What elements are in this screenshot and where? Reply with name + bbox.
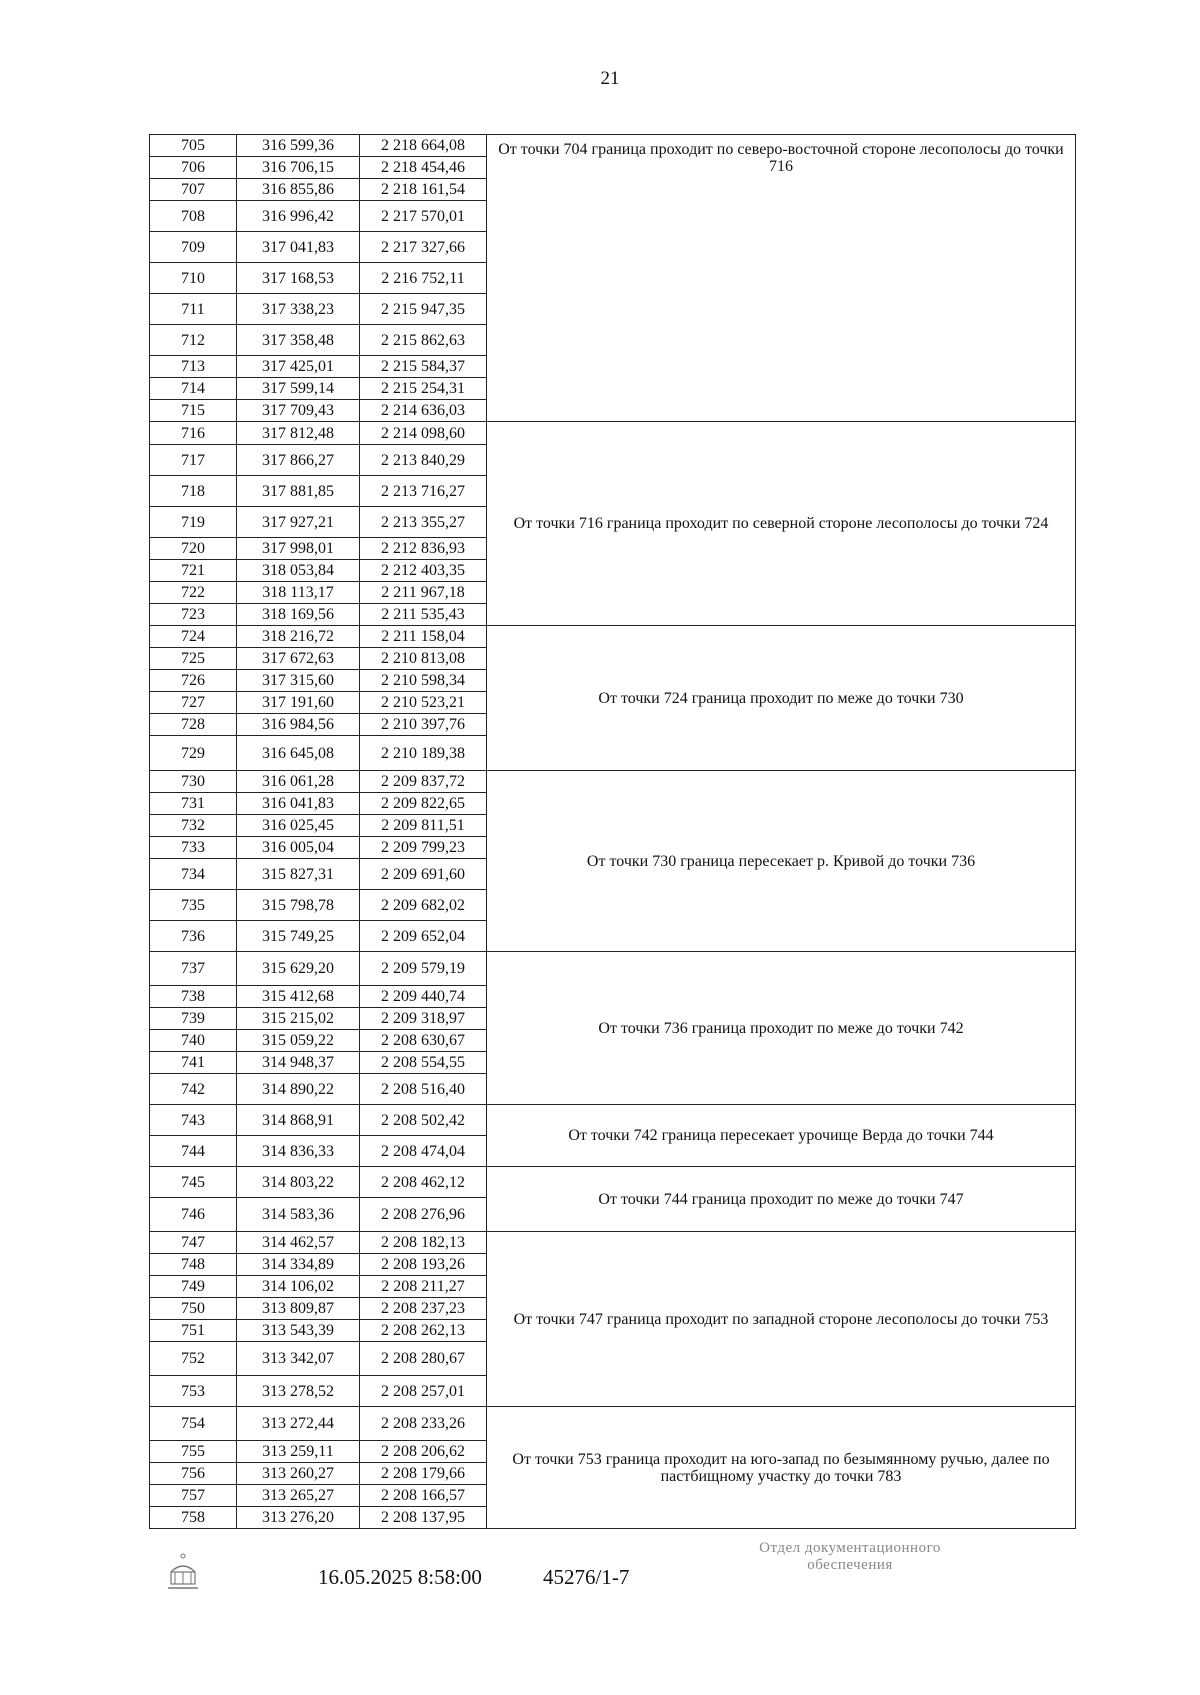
x-coordinate-cell: 316 041,83 — [237, 793, 360, 815]
x-coordinate-cell: 314 803,22 — [237, 1167, 360, 1198]
y-coordinate-cell: 2 218 454,46 — [360, 157, 487, 179]
x-coordinate-cell: 316 005,04 — [237, 837, 360, 859]
boundary-description-cell: От точки 716 граница проходит по северной стороне лесополосы до точки 724 — [487, 422, 1076, 626]
x-coordinate-cell: 317 338,23 — [237, 294, 360, 325]
point-number-cell: 729 — [150, 736, 237, 771]
y-coordinate-cell: 2 215 584,37 — [360, 356, 487, 378]
x-coordinate-cell: 313 272,44 — [237, 1407, 360, 1441]
x-coordinate-cell: 315 629,20 — [237, 952, 360, 986]
y-coordinate-cell: 2 217 327,66 — [360, 232, 487, 263]
y-coordinate-cell: 2 215 254,31 — [360, 378, 487, 400]
y-coordinate-cell: 2 210 189,38 — [360, 736, 487, 771]
department-stamp — [700, 1540, 1000, 1574]
y-coordinate-cell: 2 209 799,23 — [360, 837, 487, 859]
point-number-cell: 716 — [150, 422, 237, 445]
x-coordinate-cell: 317 927,21 — [237, 507, 360, 538]
point-number-cell: 758 — [150, 1507, 237, 1529]
point-number-cell: 741 — [150, 1052, 237, 1074]
point-number-cell: 720 — [150, 538, 237, 560]
y-coordinate-cell: 2 211 535,43 — [360, 604, 487, 626]
point-number-cell: 714 — [150, 378, 237, 400]
coordinates-table-body — [150, 135, 1076, 1529]
point-number-cell: 757 — [150, 1485, 237, 1507]
point-number-cell: 744 — [150, 1136, 237, 1167]
point-number-cell: 751 — [150, 1320, 237, 1342]
y-coordinate-cell: 2 208 462,12 — [360, 1167, 487, 1198]
point-number-cell: 743 — [150, 1105, 237, 1136]
point-number-cell: 723 — [150, 604, 237, 626]
y-coordinate-cell: 2 210 598,34 — [360, 670, 487, 692]
x-coordinate-cell: 317 599,14 — [237, 378, 360, 400]
x-coordinate-cell: 314 334,89 — [237, 1254, 360, 1276]
point-number-cell: 711 — [150, 294, 237, 325]
y-coordinate-cell: 2 213 716,27 — [360, 476, 487, 507]
x-coordinate-cell: 316 025,45 — [237, 815, 360, 837]
point-number-cell: 705 — [150, 135, 237, 157]
point-number-cell: 722 — [150, 582, 237, 604]
table-row — [150, 1167, 1076, 1198]
y-coordinate-cell: 2 208 182,13 — [360, 1232, 487, 1254]
x-coordinate-cell: 315 059,22 — [237, 1030, 360, 1052]
y-coordinate-cell: 2 218 161,54 — [360, 179, 487, 201]
boundary-description-cell: От точки 744 граница проходит по меже до точки 747 — [487, 1167, 1076, 1232]
x-coordinate-cell: 313 543,39 — [237, 1320, 360, 1342]
x-coordinate-cell: 317 866,27 — [237, 445, 360, 476]
point-number-cell: 748 — [150, 1254, 237, 1276]
x-coordinate-cell: 314 868,91 — [237, 1105, 360, 1136]
x-coordinate-cell: 317 168,53 — [237, 263, 360, 294]
y-coordinate-cell: 2 209 440,74 — [360, 986, 487, 1008]
x-coordinate-cell: 314 890,22 — [237, 1074, 360, 1105]
boundary-description-cell: От точки 742 граница пересекает урочище Верда до точки 744 — [487, 1105, 1076, 1167]
x-coordinate-cell: 313 260,27 — [237, 1463, 360, 1485]
x-coordinate-cell: 318 216,72 — [237, 626, 360, 648]
boundary-description-cell: От точки 704 граница проходит по северо-восточной стороне лесополосы до точки 716 — [487, 135, 1076, 422]
table-row — [150, 1232, 1076, 1254]
x-coordinate-cell: 314 948,37 — [237, 1052, 360, 1074]
point-number-cell: 750 — [150, 1298, 237, 1320]
x-coordinate-cell: 314 583,36 — [237, 1198, 360, 1232]
y-coordinate-cell: 2 218 664,08 — [360, 135, 487, 157]
y-coordinate-cell: 2 208 233,26 — [360, 1407, 487, 1441]
boundary-description-cell: От точки 736 граница проходит по меже до точки 742 — [487, 952, 1076, 1105]
boundary-description-cell: От точки 747 граница проходит по западной стороне лесополосы до точки 753 — [487, 1232, 1076, 1407]
y-coordinate-cell: 2 212 403,35 — [360, 560, 487, 582]
y-coordinate-cell: 2 208 474,04 — [360, 1136, 487, 1167]
x-coordinate-cell: 315 215,02 — [237, 1008, 360, 1030]
point-number-cell: 730 — [150, 771, 237, 793]
y-coordinate-cell: 2 208 206,62 — [360, 1441, 487, 1463]
department-line-2: обеспечения — [807, 1557, 893, 1573]
x-coordinate-cell: 313 276,20 — [237, 1507, 360, 1529]
x-coordinate-cell: 318 053,84 — [237, 560, 360, 582]
x-coordinate-cell: 316 996,42 — [237, 201, 360, 232]
x-coordinate-cell: 317 425,01 — [237, 356, 360, 378]
x-coordinate-cell: 318 113,17 — [237, 582, 360, 604]
point-number-cell: 739 — [150, 1008, 237, 1030]
point-number-cell: 715 — [150, 400, 237, 422]
point-number-cell: 717 — [150, 445, 237, 476]
y-coordinate-cell: 2 208 276,96 — [360, 1198, 487, 1232]
table-row — [150, 1407, 1076, 1441]
boundary-description-cell: От точки 724 граница проходит по меже до точки 730 — [487, 626, 1076, 771]
y-coordinate-cell: 2 211 158,04 — [360, 626, 487, 648]
x-coordinate-cell: 316 706,15 — [237, 157, 360, 179]
y-coordinate-cell: 2 208 137,95 — [360, 1507, 487, 1529]
point-number-cell: 742 — [150, 1074, 237, 1105]
table-row — [150, 135, 1076, 157]
coordinates-table — [149, 134, 1076, 1529]
y-coordinate-cell: 2 211 967,18 — [360, 582, 487, 604]
point-number-cell: 706 — [150, 157, 237, 179]
y-coordinate-cell: 2 210 397,76 — [360, 714, 487, 736]
point-number-cell: 726 — [150, 670, 237, 692]
table-row — [150, 422, 1076, 445]
x-coordinate-cell: 315 827,31 — [237, 859, 360, 890]
y-coordinate-cell: 2 208 179,66 — [360, 1463, 487, 1485]
boundary-description-cell: От точки 753 граница проходит на юго-запад по безымянному ручью, далее по пастбищному участку до точки 783 — [487, 1407, 1076, 1529]
x-coordinate-cell: 318 169,56 — [237, 604, 360, 626]
point-number-cell: 734 — [150, 859, 237, 890]
y-coordinate-cell: 2 208 166,57 — [360, 1485, 487, 1507]
table-row — [150, 1105, 1076, 1136]
point-number-cell: 712 — [150, 325, 237, 356]
table-row — [150, 626, 1076, 648]
y-coordinate-cell: 2 208 211,27 — [360, 1276, 487, 1298]
point-number-cell: 735 — [150, 890, 237, 921]
boundary-description-cell: От точки 730 граница пересекает р. Кривой до точки 736 — [487, 771, 1076, 952]
y-coordinate-cell: 2 213 355,27 — [360, 507, 487, 538]
x-coordinate-cell: 316 645,08 — [237, 736, 360, 771]
point-number-cell: 727 — [150, 692, 237, 714]
point-number-cell: 752 — [150, 1342, 237, 1376]
y-coordinate-cell: 2 217 570,01 — [360, 201, 487, 232]
point-number-cell: 736 — [150, 921, 237, 952]
point-number-cell: 719 — [150, 507, 237, 538]
y-coordinate-cell: 2 209 579,19 — [360, 952, 487, 986]
y-coordinate-cell: 2 215 862,63 — [360, 325, 487, 356]
x-coordinate-cell: 317 358,48 — [237, 325, 360, 356]
x-coordinate-cell: 317 709,43 — [237, 400, 360, 422]
x-coordinate-cell: 316 855,86 — [237, 179, 360, 201]
x-coordinate-cell: 317 881,85 — [237, 476, 360, 507]
point-number-cell: 733 — [150, 837, 237, 859]
point-number-cell: 747 — [150, 1232, 237, 1254]
y-coordinate-cell: 2 209 822,65 — [360, 793, 487, 815]
point-number-cell: 749 — [150, 1276, 237, 1298]
point-number-cell: 746 — [150, 1198, 237, 1232]
page-number: 21 — [600, 68, 620, 89]
y-coordinate-cell: 2 214 636,03 — [360, 400, 487, 422]
point-number-cell: 738 — [150, 986, 237, 1008]
x-coordinate-cell: 314 106,02 — [237, 1276, 360, 1298]
y-coordinate-cell: 2 209 682,02 — [360, 890, 487, 921]
y-coordinate-cell: 2 208 257,01 — [360, 1376, 487, 1407]
x-coordinate-cell: 313 265,27 — [237, 1485, 360, 1507]
y-coordinate-cell: 2 208 516,40 — [360, 1074, 487, 1105]
x-coordinate-cell: 317 041,83 — [237, 232, 360, 263]
y-coordinate-cell: 2 208 630,67 — [360, 1030, 487, 1052]
department-line-1: Отдел документационного — [759, 1540, 941, 1556]
y-coordinate-cell: 2 209 318,97 — [360, 1008, 487, 1030]
point-number-cell: 709 — [150, 232, 237, 263]
point-number-cell: 737 — [150, 952, 237, 986]
x-coordinate-cell: 315 798,78 — [237, 890, 360, 921]
y-coordinate-cell: 2 216 752,11 — [360, 263, 487, 294]
footer-date: 16.05.2025 8:58:00 — [318, 1565, 482, 1589]
y-coordinate-cell: 2 213 840,29 — [360, 445, 487, 476]
point-number-cell: 731 — [150, 793, 237, 815]
y-coordinate-cell: 2 209 691,60 — [360, 859, 487, 890]
y-coordinate-cell: 2 215 947,35 — [360, 294, 487, 325]
y-coordinate-cell: 2 208 280,67 — [360, 1342, 487, 1376]
point-number-cell: 732 — [150, 815, 237, 837]
point-number-cell: 710 — [150, 263, 237, 294]
point-number-cell: 724 — [150, 626, 237, 648]
x-coordinate-cell: 314 836,33 — [237, 1136, 360, 1167]
x-coordinate-cell: 317 315,60 — [237, 670, 360, 692]
x-coordinate-cell: 317 672,63 — [237, 648, 360, 670]
x-coordinate-cell: 313 809,87 — [237, 1298, 360, 1320]
point-number-cell: 725 — [150, 648, 237, 670]
x-coordinate-cell: 317 812,48 — [237, 422, 360, 445]
x-coordinate-cell: 315 412,68 — [237, 986, 360, 1008]
y-coordinate-cell: 2 212 836,93 — [360, 538, 487, 560]
point-number-cell: 728 — [150, 714, 237, 736]
point-number-cell: 713 — [150, 356, 237, 378]
x-coordinate-cell: 316 984,56 — [237, 714, 360, 736]
y-coordinate-cell: 2 208 554,55 — [360, 1052, 487, 1074]
x-coordinate-cell: 313 342,07 — [237, 1342, 360, 1376]
point-number-cell: 708 — [150, 201, 237, 232]
y-coordinate-cell: 2 209 811,51 — [360, 815, 487, 837]
x-coordinate-cell: 317 998,01 — [237, 538, 360, 560]
y-coordinate-cell: 2 208 502,42 — [360, 1105, 487, 1136]
y-coordinate-cell: 2 208 262,13 — [360, 1320, 487, 1342]
point-number-cell: 740 — [150, 1030, 237, 1052]
y-coordinate-cell: 2 210 813,08 — [360, 648, 487, 670]
table-row — [150, 952, 1076, 986]
point-number-cell: 707 — [150, 179, 237, 201]
footer-doc-number: 45276/1-7 — [543, 1565, 630, 1589]
y-coordinate-cell: 2 209 837,72 — [360, 771, 487, 793]
x-coordinate-cell: 316 061,28 — [237, 771, 360, 793]
y-coordinate-cell: 2 208 193,26 — [360, 1254, 487, 1276]
point-number-cell: 718 — [150, 476, 237, 507]
point-number-cell: 756 — [150, 1463, 237, 1485]
x-coordinate-cell: 315 749,25 — [237, 921, 360, 952]
seal-logo — [163, 1550, 203, 1594]
x-coordinate-cell: 313 278,52 — [237, 1376, 360, 1407]
point-number-cell: 753 — [150, 1376, 237, 1407]
y-coordinate-cell: 2 208 237,23 — [360, 1298, 487, 1320]
x-coordinate-cell: 317 191,60 — [237, 692, 360, 714]
y-coordinate-cell: 2 209 652,04 — [360, 921, 487, 952]
point-number-cell: 721 — [150, 560, 237, 582]
x-coordinate-cell: 313 259,11 — [237, 1441, 360, 1463]
point-number-cell: 745 — [150, 1167, 237, 1198]
point-number-cell: 755 — [150, 1441, 237, 1463]
point-number-cell: 754 — [150, 1407, 237, 1441]
y-coordinate-cell: 2 210 523,21 — [360, 692, 487, 714]
y-coordinate-cell: 2 214 098,60 — [360, 422, 487, 445]
table-row — [150, 771, 1076, 793]
x-coordinate-cell: 314 462,57 — [237, 1232, 360, 1254]
x-coordinate-cell: 316 599,36 — [237, 135, 360, 157]
